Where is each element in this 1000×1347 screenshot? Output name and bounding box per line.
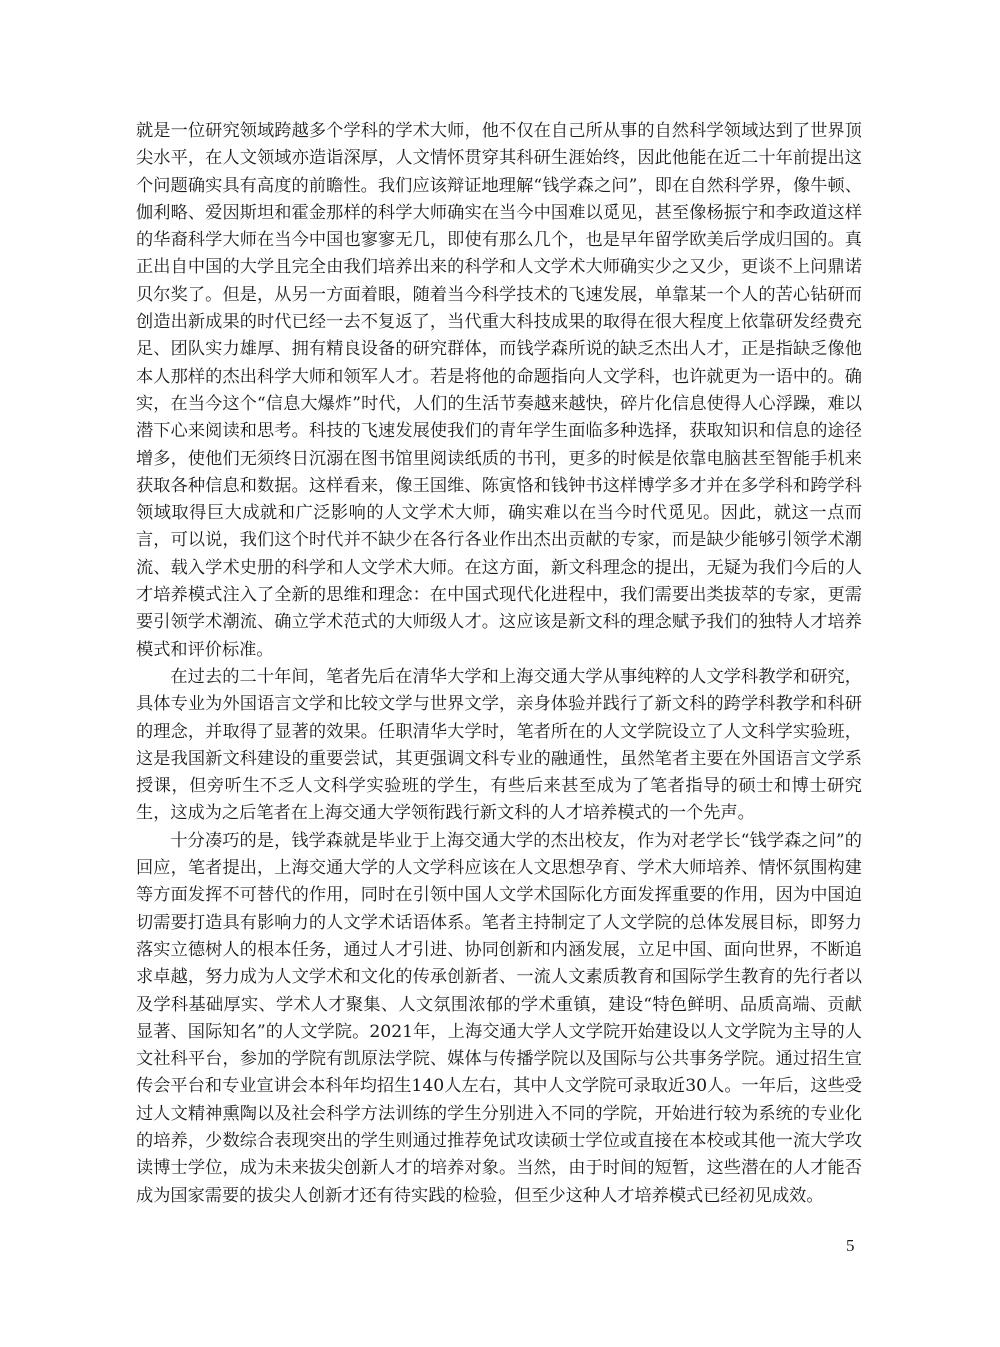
paragraph-continued: 就是一位研究领域跨越多个学科的学术大师，他不仅在自己所从事的自然科学领域达到了世界顶尖水平，在人文领域亦造诣深厚，人文情怀贯穿其科研生涯始终，因此他能在近二十年前提出这个问题确实具有高度的前瞻性。我们应该辩证地理解“钱学森之问”，即在自然科学界，像牛顿、伽利略、爱因斯坦和霍金那样的科学大师确实在当今中国难以觅见，甚至像杨振宁和李政道这样的华裔科学大师在当今中国也寥寥无几，即使有那么几个，也是早年留学欧美后学成归国的。真正出自中国的大学且完全由我们培养出来的科学和人文学术大师确实少之又少，更谈不上问鼎诺贝尔奖了。但是，从另一方面着眼，随着当今科学技术的飞速发展，单靠某一个人的苦心钻研而创造出新成果的时代已经一去不复返了，当代重大科技成果的取得在很大程度上依靠研发经费充足、团队实力雄厚、拥有精良设备的研究群体，而钱学森所说的缺乏杰出人才，正是指缺乏像他本人那样的杰出科学大师和领军人才。若是将他的命题指向人文学科，也许就更为一语中的。确实，在当今这个“信息大爆炸”时代，人们的生活节奏越来越快，碎片化信息使得人心浮躁，难以潜下心来阅读和思考。科技的飞速发展使我们的青年学生面临多种选择，获取知识和信息的途径增多，使他们无须终日沉溺在图书馆里阅读纸质的书刊，更多的时候是依靠电脑甚至智能手机来获取各种信息和数据。这样看来，像王国维、陈寅恪和钱钟书这样博学多才并在多学科和跨学科领域取得巨大成就和广泛影响的人文学术大师，确实难以在当今时代觅见。因此，就这一点而言，可以说，我们这个时代并不缺少在各行各业作出杰出贡献的专家，而是缺少能够引领学术潮流、载入学术史册的科学和人文学术大师。在这方面，新文科理念的提出，无疑为我们今后的人才培养模式注入了全新的思维和理念：在中国式现代化进程中，我们需要出类拔萃的专家，更需要引领学术潮流、确立学术范式的大师级人才。这应该是新文科的理念赋予我们的独特人才培养模式和评价标准。 xyxy=(136,121,862,660)
paragraph: 十分凑巧的是，钱学森就是毕业于上海交通大学的杰出校友，作为对老学长“钱学森之问”的回应，笔者提出，上海交通大学的人文学科应该在人文思想孕育、学术大师培养、情怀氛围构建等方面发挥不可替代的作用，同时在引领中国人文学术国际化方面发挥重要的作用，因为中国迫切需要打造具有影响力的人文学术话语体系。笔者主持制定了人文学院的总体发展目标，即努力落实立德树人的根本任务，通过人才引进、协同创新和内涵发展，立足中国、面向世界，不断追求卓越，努力成为人文学术和文化的传承创新者、一流人文素质教育和国际学生教育的先行者以及学科基础厚实、学术人才聚集、人文氛围浓郁的学术重镇，建设“特色鲜明、品质高端、贡献显著、国际知名”的人文学院。2021年，上海交通大学人文学院开始建设以人文学院为主导的人文社科平台，参加的学院有凯原法学院、媒体与传播学院以及国际与公共事务学院。通过招生宣传会平台和专业宣讲会本科年均招生140人左右，其中人文学院可录取近30人。一年后，这些受过人文精神熏陶以及社会科学方法训练的学生分别进入不同的学院，开始进行较为系统的专业化的培养，少数综合表现突出的学生则通过推荐免试攻读硕士学位或直接在本校或其他一流大学攻读博士学位，成为未来拔尖创新人才的培养对象。当然，由于时间的短暂，这些潜在的人才能否成为国家需要的拔尖人创新才还有待实践的检验，但至少这种人才培养模式已经初见成效。 xyxy=(136,830,862,1206)
page-number: 5 xyxy=(846,1236,855,1255)
paragraph: 在过去的二十年间，笔者先后在清华大学和上海交通大学从事纯粹的人文学科教学和研究，具体专业为外国语言文学和比较文学与世界文学，亲身体验并践行了新文科的跨学科教学和科研的理念，并取得了显著的效果。任职清华大学时，笔者所在的人文学院设立了人文科学实验班，这是我国新文科建设的重要尝试，其更强调文科专业的融通性，虽然笔者主要在外国语言文学系授课，但旁听生不乏人文科学实验班的学生，有些后来甚至成为了笔者指导的硕士和博士研究生，这成为之后笔者在上海交通大学领衔践行新文科的人才培养模式的一个先声。 xyxy=(136,666,862,824)
body-text xyxy=(136,118,862,1210)
